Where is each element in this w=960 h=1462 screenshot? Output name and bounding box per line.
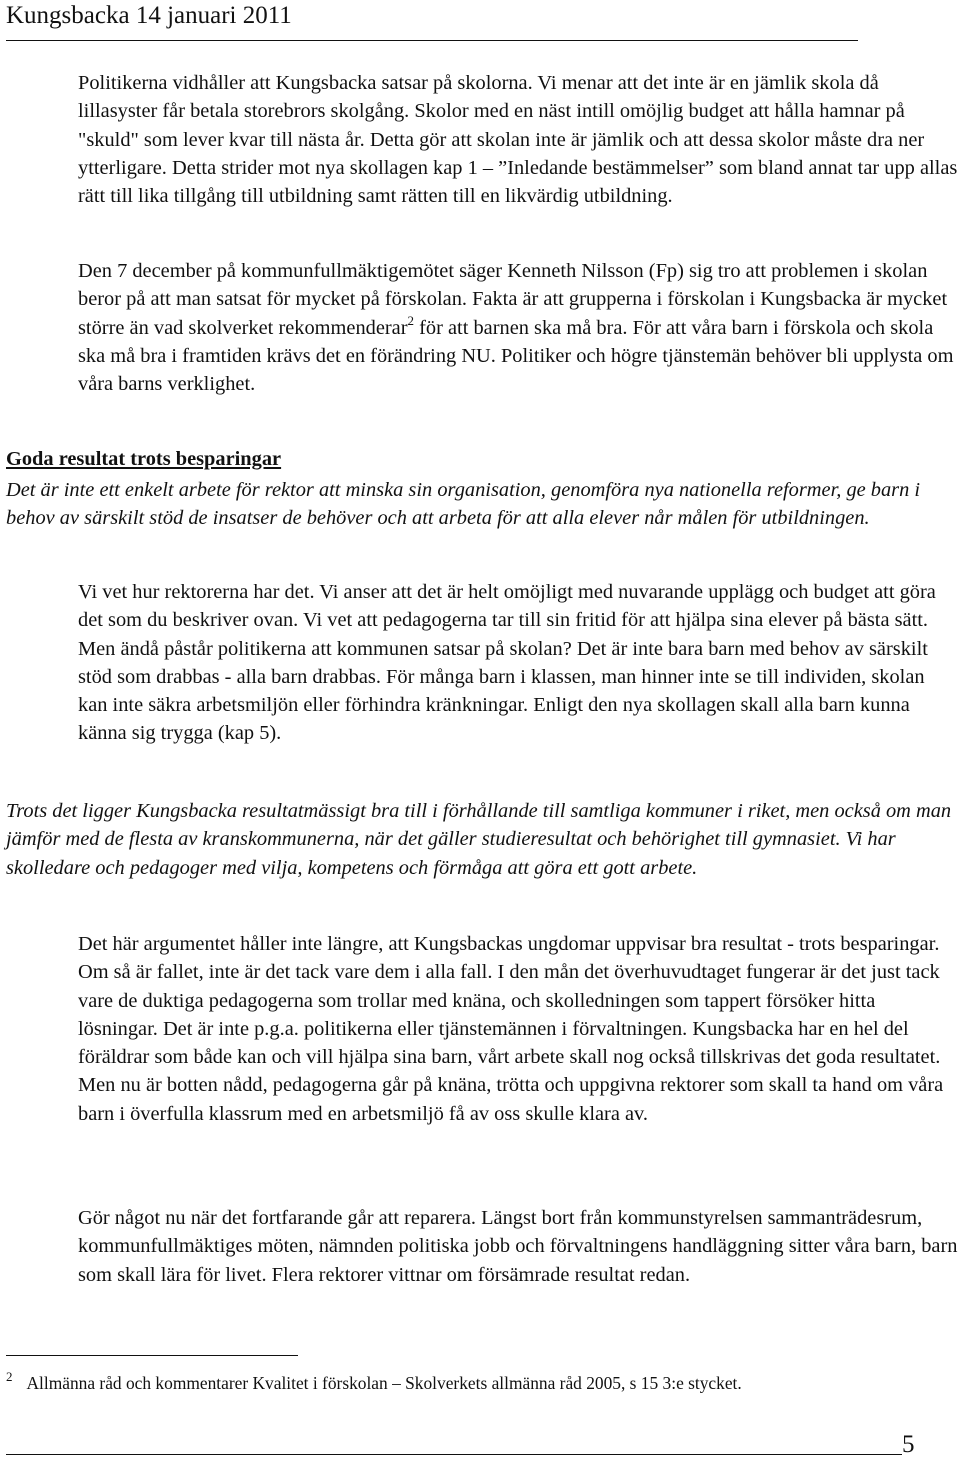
- paragraph-school-equality: Politikerna vidhåller att Kungsbacka satsar på skolorna. Vi menar att det inte är en jämlik skola då lillasyster får betala storebrors skolgång. Skolor med en näst intill omöjlig budget att hålla hamnar på "skuld" som lever kvar till nästa år. Detta gör att skolan inte är jämlik och att dessa skolor måste dra ner ytterligare. Detta strider mot nya skollagen kap 1 – ”Inledande bestämmelser” som bland annat tar upp allas rätt till lika tillgång till utbildning samt rätten till en likvärdig utbildning.: [78, 72, 958, 208]
- footnote-text: Allmänna råd och kommentarer Kvalitet i förskolan – Skolverkets allmänna råd 2005, s 15 3:e stycket.: [26, 1373, 742, 1393]
- header-rule: [6, 40, 858, 41]
- paragraph-call-to-action: Gör något nu när det fortfarande går att reparera. Längst bort från kommunstyrelsen sammanträdesrum, kommunfullmäktiges möten, nämnden politiska jobb och förvaltningens handläggning sitter våra barn, barn som skall lära för livet. Flera rektorer vittnar om försämrade resultat redan.: [78, 1207, 958, 1286]
- paragraph-preschool-text-b: för att barnen ska må bra. För att våra barn i förskola och skola ska må bra i framtiden krävs det en förändring NU. Politiker och högre tjänstemän behöver bli upplysta om våra barns verklighet.: [78, 316, 954, 396]
- document-header: Kungsbacka 14 januari 2011: [6, 2, 292, 29]
- footnote-number: 2: [6, 1369, 13, 1384]
- quote-paragraph-principals: Det är inte ett enkelt arbete för rektor att minska sin organisation, genomföra nya nationella reformer, ge barn i behov av särskilt stöd de insatser de behöver och att arbeta för att alla elever når målen för utbildningen.: [6, 479, 921, 530]
- footer-rule: [6, 1454, 902, 1455]
- section-heading: Goda resultat trots besparingar: [6, 448, 282, 470]
- paragraph-preschool: [78, 257, 958, 398]
- page-number: 5: [902, 1431, 915, 1458]
- paragraph-preschool-text-a: Den 7 december på kommunfullmäktigemötet säger Kenneth Nilsson (Fp) sig tro att problemen i skolan beror på att man satsat för mycket på förskolan. Fakta är att grupperna i förskolan i Kungsbacka är mycket större än vad skolverket rekommenderar: [78, 260, 948, 339]
- footnote-separator: [6, 1355, 298, 1356]
- quote-paragraph-results: Trots det ligger Kungsbacka resultatmässigt bra till i förhållande till samtliga kommuner i riket, men också om man jämför med de flesta av kranskommunerna, när det gäller studieresultat och behörighet till gymnasiet. Vi har skolledare och pedagoger med vilja, kompetens och förmåga att göra ett gott arbete.: [6, 800, 952, 879]
- paragraph-results-reply: Det här argumentet håller inte längre, att Kungsbackas ungdomar uppvisar bra resultat - trots besparingar. Om så är fallet, inte är det tack vare dem i alla fall. I den mån det överhuvudtaget fungerar är det just tack vare de duktiga pedagogerna som trollar med knäna, och skolledningen som tappert försöker hitta lösningar. Det är inte p.g.a. politikerna eller tjänstemännen i förvaltningen. Kungsbacka har en hel del föräldrar som både kan och vill hjälpa sina barn, vårt arbete skall nog också tillskrivas det goda resultatet. Men nu är botten nådd, pedagogerna går på knäna, trötta och uppgivna rektorer som skall ta hand om våra barn i överfulla klassrum med en arbetsmiljö få av oss skulle klara av.: [78, 933, 944, 1125]
- footnote-reference: 2: [407, 312, 415, 328]
- footnote: [6, 1370, 742, 1396]
- paragraph-principals-reply: Vi vet hur rektorerna har det. Vi anser att det är helt omöjligt med nuvarande upplägg och budget att göra det som du beskriver ovan. Vi vet att pedagogerna tar till sin fritid för att hjälpa sina elever på bästa sätt. Men ändå påstår politikerna att kommunen satsar på skolan? Det är inte bara barn med behov av särskilt stöd som drabbas - alla barn drabbas. För många barn i klassen, man hinner inte se till individen, skolan kan inte säkra arbetsmiljön eller förhindra kränkningar. Enligt den nya skollagen skall alla barn kunna känna sig trygga (kap 5).: [78, 581, 936, 745]
